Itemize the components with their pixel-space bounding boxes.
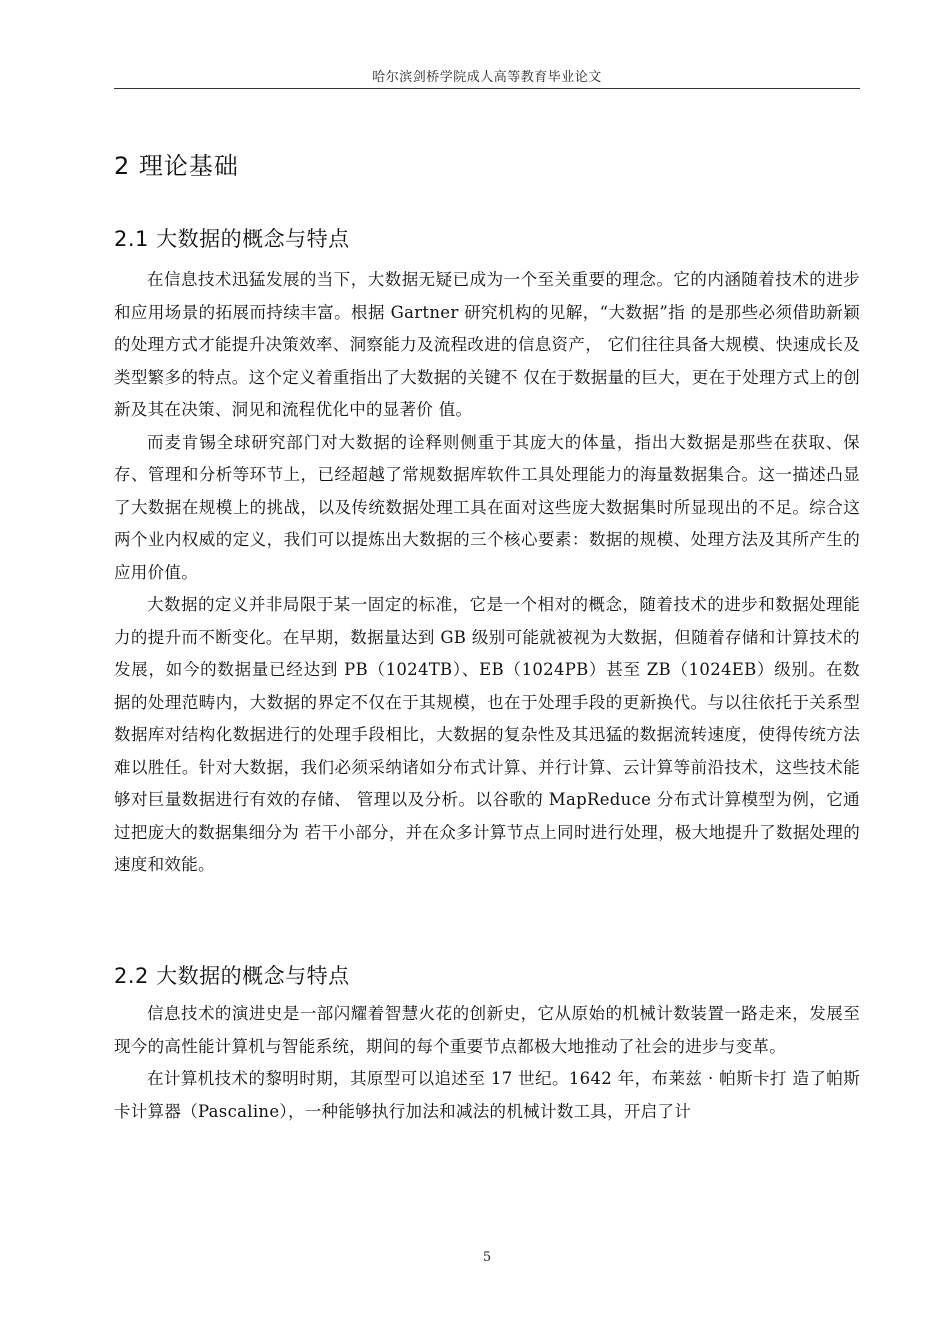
paragraph: 信息技术的演进史是一部闪耀着智慧火花的创新史，它从原始的机械计数装置一路走来，发展至现今的高性能计算机与智能系统，期间的每个重要节点都极大地推动了社会的进步与变革。 xyxy=(114,1004,860,1056)
section-title-2-2: 2.2 大数据的概念与特点 xyxy=(114,964,350,988)
section-body-2-2 xyxy=(114,998,860,1128)
paragraph: 在计算机技术的黎明时期，其原型可以追述至 17 世纪。1642 年，布莱兹 · 帕斯卡打 造了帕斯卡计算器（Pascaline），一种能够执行加法和减法的机械计数工具，开启了计 xyxy=(114,1069,860,1121)
header-divider xyxy=(114,88,860,89)
page-number: 5 xyxy=(482,1250,492,1265)
section-title-2-1: 2.1 大数据的概念与特点 xyxy=(114,227,350,251)
running-header: 哈尔滨剑桥学院成人高等教育毕业论文 xyxy=(372,70,602,85)
section-body-2-1 xyxy=(114,264,860,882)
paragraph: 而麦肯锡全球研究部门对大数据的诠释则侧重于其庞大的体量，指出大数据是那些在获取、保存、管理和分析等环节上，已经超越了常规数据库软件工具处理能力的海量数据集合。这一描述凸显了大数据在规模上的挑战，以及传统数据处理工具在面对这些庞大数据集时所显现出的不足。综合这两个业内权威的定义，我们可以提炼出大数据的三个核心要素：数据的规模、处理方法及其所产生的应用价值。 xyxy=(114,432,860,582)
paragraph: 大数据的定义并非局限于某一固定的标准，它是一个相对的概念，随着技术的进步和数据处理能力的提升而不断变化。在早期，数据量达到 GB 级别可能就被视为大数据，但随着存储和计算技术的发展，如今的数据量已经达到 PB（1024TB）、EB（1024PB）甚至 ZB（1024EB）级别。在数据的处理范畴内，大数据的界定不仅在于其规模，也在于处理手段的更新换代。与以往依托于关系型数据库对结构化数据进行的处理手段相比，大数据的复杂性及其迅猛的数据流转速度，使得传统方法难以胜任。针对大数据，我们必须采纳诸如分布式计算、并行计算、云计算等前沿技术，这些技术能够对巨量数据进行有效的存储、 管理以及分析。以谷歌的 MapReduce 分布式计算模型为例，它通过把庞大的数据集细分为 若干小部分，并在众多计算节点上同时进行处理，极大地提升了数据处理的速度和效能。 xyxy=(114,595,860,874)
chapter-title: 2 理论基础 xyxy=(114,152,239,180)
paragraph: 在信息技术迅猛发展的当下，大数据无疑已成为一个至关重要的理念。它的内涵随着技术的进步和应用场景的拓展而持续丰富。根据 Gartner 研究机构的见解，“大数据”指 的是那些必须借助新颖的处理方式才能提升决策效率、洞察能力及流程改进的信息资产， 它们往往具备大规模、快速成长及类型繁多的特点。这个定义着重指出了大数据的关键不 仅在于数据量的巨大，更在于处理方式上的创新及其在决策、洞见和流程优化中的显著价 值。 xyxy=(114,270,860,419)
